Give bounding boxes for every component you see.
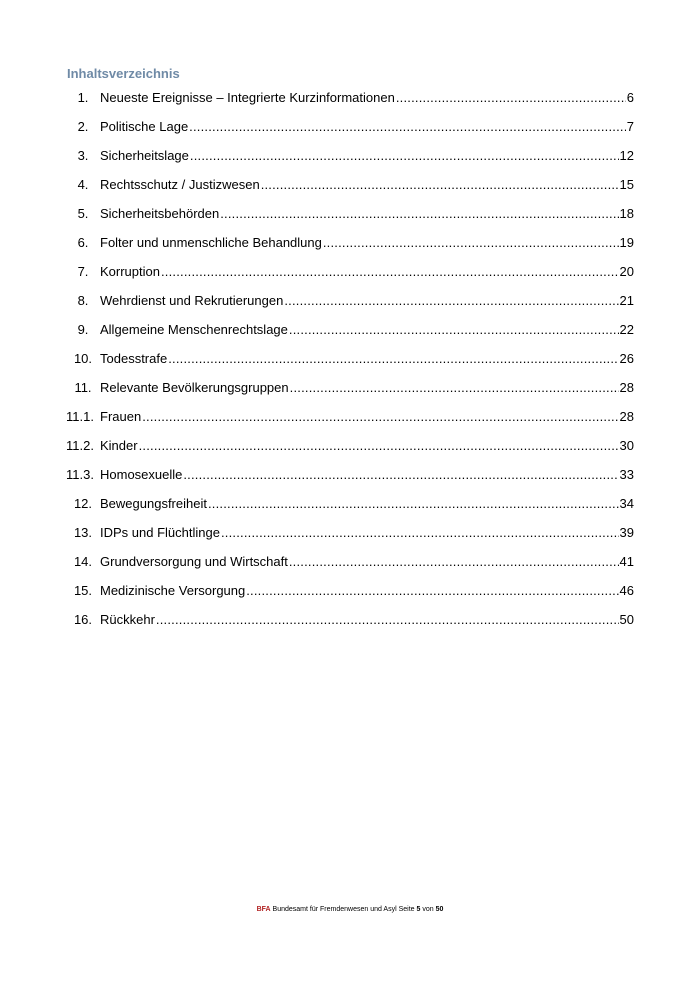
toc-entry[interactable] xyxy=(66,292,634,321)
toc-entry-page: 12 xyxy=(619,148,634,163)
toc-dot-leader xyxy=(220,205,618,223)
toc-dot-leader xyxy=(221,524,619,542)
toc-entry-page: 15 xyxy=(619,177,634,192)
toc-entry[interactable] xyxy=(66,466,634,495)
toc-entry-label: Korruption xyxy=(100,264,160,279)
toc-entry[interactable] xyxy=(66,611,634,640)
toc-dot-leader xyxy=(261,176,619,194)
toc-entry-page: 46 xyxy=(619,583,634,598)
toc-entry[interactable] xyxy=(66,321,634,350)
toc-dot-leader xyxy=(190,147,619,165)
toc-entry-number: 3. xyxy=(77,148,89,163)
toc-entry-page: 50 xyxy=(619,612,634,627)
footer-brand: BFA xyxy=(256,906,271,913)
toc-entry[interactable] xyxy=(66,553,634,582)
toc-entry-label: Rückkehr xyxy=(100,612,155,627)
footer-of-label: von xyxy=(422,906,434,913)
toc-entry[interactable] xyxy=(66,176,634,205)
toc-dot-leader xyxy=(208,495,619,513)
toc-entry-page: 41 xyxy=(619,554,634,569)
page-footer xyxy=(0,906,700,913)
toc-entry-number: 2. xyxy=(77,119,89,134)
toc-entry[interactable] xyxy=(66,205,634,234)
toc-dot-leader xyxy=(168,350,618,368)
toc-entry-label: Grundversorgung und Wirtschaft xyxy=(100,554,288,569)
toc-dot-leader xyxy=(290,379,619,397)
toc-entry[interactable] xyxy=(66,350,634,379)
toc-entry-number: 8. xyxy=(77,293,89,308)
toc-entry[interactable] xyxy=(66,524,634,553)
toc-entry-number: 6. xyxy=(77,235,89,250)
footer-text: Bundesamt für Fremdenwesen und Asyl Seite xyxy=(272,906,415,913)
toc-entry-page: 39 xyxy=(619,525,634,540)
toc-entry-number: 12. xyxy=(73,496,93,511)
toc-entry-page: 26 xyxy=(619,351,634,366)
toc-entry-page: 19 xyxy=(619,235,634,250)
toc-entry-label: Wehrdienst und Rekrutierungen xyxy=(100,293,284,308)
toc-entry-page: 20 xyxy=(619,264,634,279)
toc-entry[interactable] xyxy=(66,408,634,437)
toc-entry[interactable] xyxy=(66,118,634,147)
toc-entry-label: IDPs und Flüchtlinge xyxy=(100,525,220,540)
toc-entry-number: 11.3. xyxy=(66,467,94,482)
toc-entry-number: 10. xyxy=(73,351,93,366)
toc-dot-leader xyxy=(289,553,619,571)
toc-dot-leader xyxy=(289,321,619,339)
toc-dot-leader xyxy=(189,118,626,136)
toc-entry-number: 15. xyxy=(73,583,93,598)
toc-entry[interactable] xyxy=(66,379,634,408)
toc-entry-number: 4. xyxy=(77,177,89,192)
toc-entry-label: Politische Lage xyxy=(100,119,189,134)
toc-entry-number: 11.1. xyxy=(66,409,94,424)
toc-entry-page: 34 xyxy=(619,496,634,511)
toc-list xyxy=(66,89,634,640)
toc-entry[interactable] xyxy=(66,582,634,611)
toc-entry-page: 6 xyxy=(626,90,634,105)
toc-entry-page: 7 xyxy=(626,119,634,134)
toc-dot-leader xyxy=(284,292,618,310)
toc-title: Inhaltsverzeichnis xyxy=(67,66,180,81)
toc-dot-leader xyxy=(161,263,619,281)
toc-entry-page: 22 xyxy=(619,322,634,337)
toc-entry-label: Relevante Bevölkerungsgruppen xyxy=(100,380,289,395)
toc-entry[interactable] xyxy=(66,437,634,466)
toc-entry-number: 5. xyxy=(77,206,89,221)
toc-entry-label: Folter und unmenschliche Behandlung xyxy=(100,235,322,250)
toc-entry-number: 14. xyxy=(73,554,93,569)
toc-entry-number: 16. xyxy=(73,612,93,627)
toc-entry-number: 11.2. xyxy=(66,438,94,453)
toc-entry[interactable] xyxy=(66,495,634,524)
toc-entry-label: Rechtsschutz / Justizwesen xyxy=(100,177,260,192)
toc-dot-leader xyxy=(142,408,618,426)
toc-entry-page: 18 xyxy=(619,206,634,221)
toc-entry-label: Allgemeine Menschenrechtslage xyxy=(100,322,288,337)
toc-dot-leader xyxy=(139,437,619,455)
toc-dot-leader xyxy=(396,89,626,107)
toc-entry[interactable] xyxy=(66,89,634,118)
toc-dot-leader xyxy=(246,582,618,600)
toc-entry-page: 33 xyxy=(619,467,634,482)
toc-entry-number: 9. xyxy=(77,322,89,337)
toc-entry[interactable] xyxy=(66,147,634,176)
toc-entry-number: 13. xyxy=(73,525,93,540)
toc-entry-page: 21 xyxy=(619,293,634,308)
toc-entry-label: Neueste Ereignisse – Integrierte Kurzinformationen xyxy=(100,90,395,105)
toc-entry-label: Medizinische Versorgung xyxy=(100,583,246,598)
footer-current-page: 5 xyxy=(416,906,421,913)
toc-entry-label: Kinder xyxy=(100,438,138,453)
toc-entry-label: Frauen xyxy=(100,409,142,424)
toc-entry-label: Bewegungsfreiheit xyxy=(100,496,207,511)
toc-entry-label: Sicherheitslage xyxy=(100,148,189,163)
toc-dot-leader xyxy=(323,234,619,252)
toc-entry-label: Sicherheitsbehörden xyxy=(100,206,220,221)
toc-entry[interactable] xyxy=(66,234,634,263)
toc-entry-label: Homosexuelle xyxy=(100,467,183,482)
toc-entry-number: 7. xyxy=(77,264,89,279)
toc-entry-label: Todesstrafe xyxy=(100,351,168,366)
toc-dot-leader xyxy=(156,611,619,629)
toc-entry-page: 30 xyxy=(619,438,634,453)
toc-entry[interactable] xyxy=(66,263,634,292)
toc-entry-number: 11. xyxy=(74,380,92,395)
footer-total-pages: 50 xyxy=(435,906,444,913)
toc-entry-page: 28 xyxy=(619,409,634,424)
toc-entry-number: 1. xyxy=(77,90,89,105)
toc-dot-leader xyxy=(183,466,618,484)
toc-entry-page: 28 xyxy=(619,380,634,395)
